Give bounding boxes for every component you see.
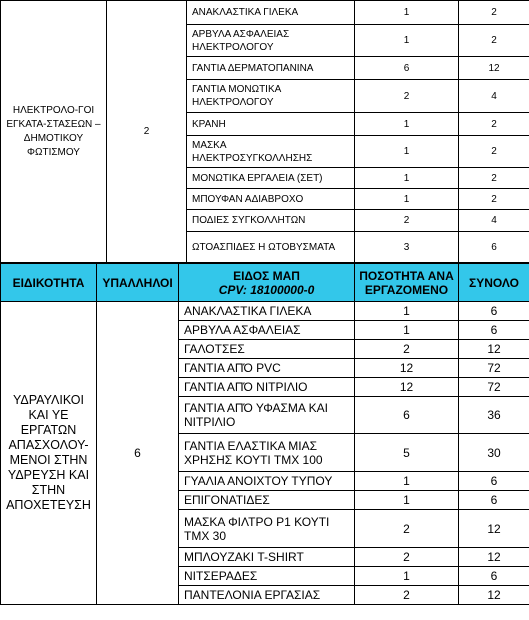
total-cell: 6 <box>459 302 529 321</box>
item-cell: ΓΑΝΤΙΑ ΕΛΑΣΤΙΚΑ ΜΙΑΣ ΧΡΗΣΗΣ ΚΟΥΤΙ ΤΜΧ 100 <box>179 434 355 472</box>
employees-cell: 2 <box>107 1 187 263</box>
total-cell: 2 <box>459 25 529 57</box>
item-cell: ΑΡΒΥΛΑ ΑΣΦΑΛΕΙΑΣ <box>179 321 355 340</box>
qty-cell: 1 <box>355 1 459 25</box>
item-cell: ΕΠΙΓΟΝΑΤΙΔΕΣ <box>179 491 355 510</box>
qty-cell: 1 <box>355 567 459 586</box>
qty-cell: 12 <box>355 378 459 397</box>
item-cell: ΜΑΣΚΑ ΗΛΕΚΤΡΟΣΥΓΚΟΛΛΗΣΗΣ <box>187 136 355 168</box>
item-cell: ΜΑΣΚΑ ΦΙΛΤΡΟ Ρ1 ΚΟΥΤΙ ΤΜΧ 30 <box>179 510 355 548</box>
qty-cell: 12 <box>355 359 459 378</box>
item-cell: ΑΝΑΚΛΑΣΤΙΚΑ ΓΙΛΕΚΑ <box>179 302 355 321</box>
item-cell: ΓΑΝΤΙΑ ΜΟΝΩΤΙΚΑ ΗΛΕΚΤΡΟΛΟΓΟΥ <box>187 80 355 113</box>
qty-cell: 1 <box>355 113 459 136</box>
qty-cell: 1 <box>355 168 459 189</box>
header-specialty: ΕΙΔΙΚΟΤΗΤΑ <box>1 264 97 302</box>
qty-cell: 6 <box>355 57 459 80</box>
qty-cell: 6 <box>355 397 459 434</box>
qty-cell: 1 <box>355 472 459 491</box>
item-cell: ΜΠΛΟΥΖΑΚΙ T-SHIRT <box>179 548 355 567</box>
total-cell: 2 <box>459 113 529 136</box>
qty-cell: 2 <box>355 340 459 359</box>
item-cell: ΩΤΟΑΣΠΙΔΕΣ Η ΩΤΟΒΥΣΜΑΤΑ <box>187 232 355 263</box>
total-cell: 12 <box>459 340 529 359</box>
table-row <box>1 1 529 25</box>
item-cell: ΓΑΝΤΙΑ ΑΠΌ PVC <box>179 359 355 378</box>
item-cell: ΠΑΝΤΕΛΟΝΙΑ ΕΡΓΑΣΙΑΣ <box>179 586 355 605</box>
header-row <box>1 264 529 302</box>
item-cell: ΓΑΛΟΤΣΕΣ <box>179 340 355 359</box>
total-cell: 2 <box>459 136 529 168</box>
total-cell: 12 <box>459 57 529 80</box>
header-item-title: ΕΙΔΟΣ ΜΑΠ <box>233 268 300 283</box>
total-cell: 2 <box>459 168 529 189</box>
qty-cell: 2 <box>355 510 459 548</box>
item-cell: ΑΝΑΚΛΑΣΤΙΚΑ ΓΙΛΕΚΑ <box>187 1 355 25</box>
total-cell: 6 <box>459 472 529 491</box>
total-cell: 72 <box>459 359 529 378</box>
qty-cell: 2 <box>355 586 459 605</box>
table-row <box>1 302 529 321</box>
total-cell: 30 <box>459 434 529 472</box>
total-cell: 72 <box>459 378 529 397</box>
item-cell: ΓΥΑΛΙΑ ΑΝΟΙΧΤΟΥ ΤΥΠΟΥ <box>179 472 355 491</box>
total-cell: 4 <box>459 80 529 113</box>
qty-cell: 2 <box>355 80 459 113</box>
specialty-cell: ΥΔΡΑΥΛΙΚΟΙ ΚΑΙ ΥΕ ΕΡΓΑΤΩΝ ΑΠΑΣΧΟΛΟΥ-ΜΕΝΟΙ ΣΤΗΝ ΥΔΡΕΥΣΗ ΚΑΙ ΣΤΗΝ ΑΠΟΧΕΤΕΥΣΗ <box>1 302 97 605</box>
item-cell: ΝΙΤΣΕΡΑΔΕΣ <box>179 567 355 586</box>
total-cell: 6 <box>459 321 529 340</box>
total-cell: 6 <box>459 491 529 510</box>
total-cell: 12 <box>459 510 529 548</box>
qty-cell: 1 <box>355 136 459 168</box>
total-cell: 12 <box>459 548 529 567</box>
qty-cell: 1 <box>355 302 459 321</box>
employees-cell: 6 <box>97 302 179 605</box>
item-cell: ΓΑΝΤΙΑ ΑΠΌ ΝΙΤΡΙΛΙΟ <box>179 378 355 397</box>
header-employees: ΥΠΑΛΛΗΛΟΙ <box>97 264 179 302</box>
plumbers-table <box>0 263 529 605</box>
qty-cell: 2 <box>355 210 459 232</box>
electricians-table <box>0 0 529 263</box>
total-cell: 12 <box>459 586 529 605</box>
total-cell: 4 <box>459 210 529 232</box>
item-cell: ΠΟΔΙΕΣ ΣΥΓΚΟΛΛΗΤΩΝ <box>187 210 355 232</box>
qty-cell: 1 <box>355 25 459 57</box>
header-qty: ΠΟΣΟΤΗΤΑ ΑΝΑ ΕΡΓΑΖΟΜΕΝΟ <box>355 264 459 302</box>
item-cell: ΜΠΟΥΦΑΝ ΑΔΙΑΒΡΟΧΟ <box>187 189 355 210</box>
header-total: ΣΥΝΟΛΟ <box>459 264 529 302</box>
item-cell: ΓΑΝΤΙΑ ΔΕΡΜΑΤΟΠΑΝΙΝΑ <box>187 57 355 80</box>
qty-cell: 5 <box>355 434 459 472</box>
item-cell: ΚΡΑΝΗ <box>187 113 355 136</box>
total-cell: 6 <box>459 232 529 263</box>
qty-cell: 1 <box>355 189 459 210</box>
total-cell: 6 <box>459 567 529 586</box>
qty-cell: 1 <box>355 491 459 510</box>
item-cell: ΓΑΝΤΙΑ ΑΠΌ ΥΦΑΣΜΑ ΚΑΙ ΝΙΤΡΙΛΙΟ <box>179 397 355 434</box>
qty-cell: 3 <box>355 232 459 263</box>
item-cell: ΜΟΝΩΤΙΚΑ ΕΡΓΑΛΕΙΑ (ΣΕΤ) <box>187 168 355 189</box>
item-cell: ΑΡΒΥΛΑ ΑΣΦΑΛΕΙΑΣ ΗΛΕΚΤΡΟΛΟΓΟΥ <box>187 25 355 57</box>
total-cell: 36 <box>459 397 529 434</box>
header-item-cpv: CPV: 18100000-0 <box>218 282 315 297</box>
qty-cell: 2 <box>355 548 459 567</box>
specialty-cell: ΗΛΕΚΤΡΟΛΟ-ΓΟΙ ΕΓΚΑΤΑ-ΣΤΑΣΕΩΝ –ΔΗΜΟΤΙΚΟΥ ΦΩΤΙΣΜΟΥ <box>1 1 107 263</box>
total-cell: 2 <box>459 1 529 25</box>
total-cell: 2 <box>459 189 529 210</box>
qty-cell: 1 <box>355 321 459 340</box>
header-item <box>179 264 355 302</box>
